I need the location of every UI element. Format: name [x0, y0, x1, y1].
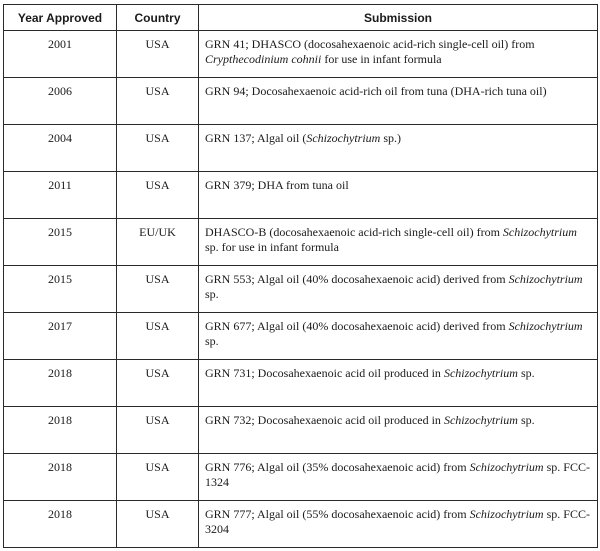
table-row [4, 219, 598, 266]
organism-name: Schizochytrium [469, 507, 544, 521]
year-cell: 2011 [4, 172, 117, 219]
submission-text-suffix: sp. [205, 287, 219, 301]
submission-text-suffix: sp.) [380, 131, 402, 145]
year-cell: 2018 [4, 501, 117, 548]
year-approved-header: Year Approved [4, 5, 117, 31]
submission-text: GRN 776; Algal oil (35% docosahexaenoic acid) from [205, 460, 470, 474]
organism-name: Schizochytrium [508, 272, 583, 286]
year-cell: 2001 [4, 31, 117, 78]
country-cell: USA [117, 407, 199, 454]
table-row [4, 407, 598, 454]
table-row [4, 313, 598, 360]
country-cell: USA [117, 313, 199, 360]
country-cell: USA [117, 78, 199, 125]
organism-name: Schizochytrium [443, 413, 518, 427]
table-row [4, 501, 598, 548]
table-row [4, 454, 598, 501]
submission-text-suffix: sp. for use in infant formula [205, 240, 339, 254]
submission-text: GRN 732; Docosahexaenoic acid oil produced in [205, 413, 444, 427]
year-cell: 2018 [4, 407, 117, 454]
organism-name: Crypthecodinium cohnii [205, 52, 322, 66]
organism-name: Schizochytrium [443, 366, 518, 380]
submission-text: GRN 677; Algal oil (40% docosahexaenoic acid) derived from [205, 319, 509, 333]
submission-text: GRN 777; Algal oil (55% docosahexaenoic acid) from [205, 507, 470, 521]
submission-text: GRN 137; Algal oil ( [205, 131, 307, 145]
country-cell: USA [117, 125, 199, 172]
header-row [4, 5, 598, 31]
submission-cell [199, 407, 598, 454]
table-body [4, 31, 598, 548]
submission-cell [199, 454, 598, 501]
year-cell: 2015 [4, 219, 117, 266]
table-row [4, 78, 598, 125]
country-cell: EU/UK [117, 219, 199, 266]
submission-cell [199, 172, 598, 219]
approvals-table [3, 4, 598, 548]
submission-text-suffix: for use in infant formula [321, 52, 442, 66]
submission-text: GRN 553; Algal oil (40% docosahexaenoic acid) derived from [205, 272, 509, 286]
year-cell: 2006 [4, 78, 117, 125]
submission-cell [199, 31, 598, 78]
submission-cell [199, 219, 598, 266]
submission-text-suffix: sp. [517, 366, 535, 380]
country-cell: USA [117, 31, 199, 78]
table-row [4, 172, 598, 219]
organism-name: Schizochytrium [502, 225, 577, 239]
submission-text: GRN 41; DHASCO (docosahexaenoic acid-rich single-cell oil) from [205, 37, 535, 51]
country-cell: USA [117, 360, 199, 407]
country-cell: USA [117, 454, 199, 501]
table-row [4, 31, 598, 78]
submission-cell [199, 501, 598, 548]
table-row [4, 125, 598, 172]
table-row [4, 360, 598, 407]
table-row [4, 266, 598, 313]
submission-header: Submission [199, 5, 598, 31]
submission-text-suffix: sp. FCC-1324 [205, 460, 590, 489]
submission-cell [199, 125, 598, 172]
country-cell: USA [117, 501, 199, 548]
country-header: Country [117, 5, 199, 31]
year-cell: 2004 [4, 125, 117, 172]
organism-name: Schizochytrium [469, 460, 544, 474]
country-cell: USA [117, 266, 199, 313]
submission-text-suffix: sp. [205, 334, 219, 348]
year-cell: 2015 [4, 266, 117, 313]
year-cell: 2017 [4, 313, 117, 360]
organism-name: Schizochytrium [508, 319, 583, 333]
submission-cell [199, 360, 598, 407]
submission-cell [199, 266, 598, 313]
submission-text: GRN 731; Docosahexaenoic acid oil produced in [205, 366, 444, 380]
submission-text-suffix: sp. [517, 413, 535, 427]
submission-text-suffix: sp. FCC-3204 [205, 507, 590, 536]
submission-text: GRN 379; DHA from tuna oil [205, 178, 349, 192]
submission-text: GRN 94; Docosahexaenoic acid-rich oil from tuna (DHA-rich tuna oil) [205, 84, 547, 98]
submission-text: DHASCO-B (docosahexaenoic acid-rich single-cell oil) from [205, 225, 503, 239]
organism-name: Schizochytrium [306, 131, 381, 145]
submission-cell [199, 313, 598, 360]
year-cell: 2018 [4, 360, 117, 407]
country-cell: USA [117, 172, 199, 219]
year-cell: 2018 [4, 454, 117, 501]
submission-cell [199, 78, 598, 125]
